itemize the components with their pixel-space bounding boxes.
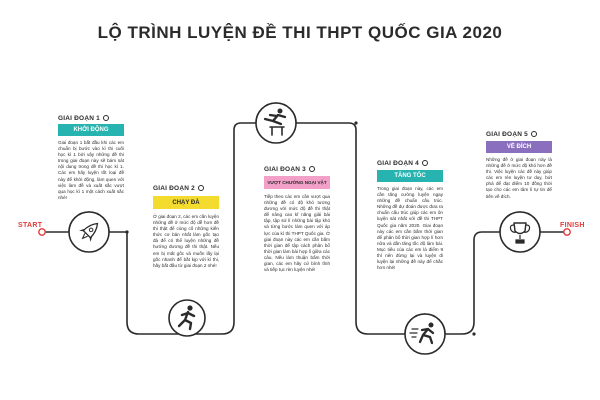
stage-4-text: Trong giai đoạn này, các em cần tăng cường luyện ngay những đề chuẩn cấu trúc. Những đề dự đoán được đưa ra chuẩn cấu trúc giúp các em ôn luyện sát nhất với đề thi THPT Quốc gia năm 2020. Giai đoạn này các em cần bấm thời gian để phân bổ thời gian hợp lí hơn nữa và dần tăng tốc độ làm bài. Mục tiêu của các em là điểm 9 thì nên đừng lại và luyện đi luyện lại những đề này để chắc hơn nhé! (377, 186, 443, 271)
finish-marker (564, 229, 570, 235)
stage-4-label: TĂNG TỐC (377, 170, 443, 182)
stage-4-dot (422, 160, 428, 166)
finish-label: FINISH (560, 222, 585, 229)
stage-2-heading: GIAI ĐOẠN 2 (153, 185, 204, 192)
junction-dot (472, 332, 475, 335)
stage-3-heading: GIAI ĐOẠN 3 (264, 166, 315, 173)
stage-3-dot (309, 166, 315, 172)
start-marker (39, 229, 45, 235)
start-label: START (18, 222, 43, 229)
stage-3-text: Tiếp theo các em cần vượt qua những đề có độ khó tương đương với mức độ đề thi thật để nâng cao kĩ năng giải bài tập, tập sử lí những bài tập khó và từng bước làm quen với áp lực của kì thi THPT Quốc gia. Ở giai đoạn này các em cần bấm thời gian để tập cách phân bổ thời gian làm bài hợp lí giữa các câu. Nếu làm thuận bấm thời gian, các em hãy cứ bình tĩnh và tiếp tục rèn luyện nhé! (264, 194, 330, 273)
stage-1-text: Giai đoạn 1 bắt đầu khi các em chuẩn bị bước vào kì thi cuối học kì 1 bởi vậy những đề thi trong giai đoạn này sẽ bám sát nội dung trong đề thi học kì 1. Các em hãy luyện tốt loại đề này để khởi động, làm quen với việc làm đề và xuất sắc vượt qua học kì 1 một cách xuất sắc nhé! (58, 140, 124, 200)
stage-1-heading: GIAI ĐOẠN 1 (58, 115, 109, 122)
stage-1-dot (103, 115, 109, 121)
stage-5-heading: GIAI ĐOẠN 5 (486, 131, 537, 138)
stage-1-label: KHỞI ĐỘNG (58, 124, 124, 136)
stage-4-heading: GIAI ĐOẠN 4 (377, 160, 428, 167)
stage-2-text: Ở giai đoạn 2, các em cần luyện những đề ở mức độ dễ hơn đề thi thật để củng cố những kiến thức cơ bản nhất làm gốc tạo đà để có thể luyện những đề hướng đương đề thi thật. Nếu em bị mất gốc và muốn lấy lại gốc nhanh để bắt kịp với kì thi, hãy bắt đầu từ giai đoạn 2 nhé! (153, 214, 219, 268)
stage-5-text: Những đề ở giai đoạn này là những đề ở mức độ khó hơn đề thi. Việc luyện các đề này giúp các em rèn luyện tư duy, bứt phá để đạt điểm 10 đồng thời tạo cho các em tâm lí tự tin để tiến về đích. (486, 157, 552, 199)
junction-dot (125, 230, 128, 233)
stage-2-dot (198, 185, 204, 191)
page-title: LỘ TRÌNH LUYỆN ĐỀ THI THPT QUỐC GIA 2020 (97, 23, 503, 42)
stage-5-dot (531, 131, 537, 137)
stage-2-label: CHẠY ĐÀ (153, 196, 219, 209)
stage-5-label: VỀ ĐÍCH (486, 141, 552, 153)
junction-dot (354, 121, 357, 124)
stage-3-label: VƯỢT CHƯỚNG NGẠI VẬT (264, 176, 330, 189)
